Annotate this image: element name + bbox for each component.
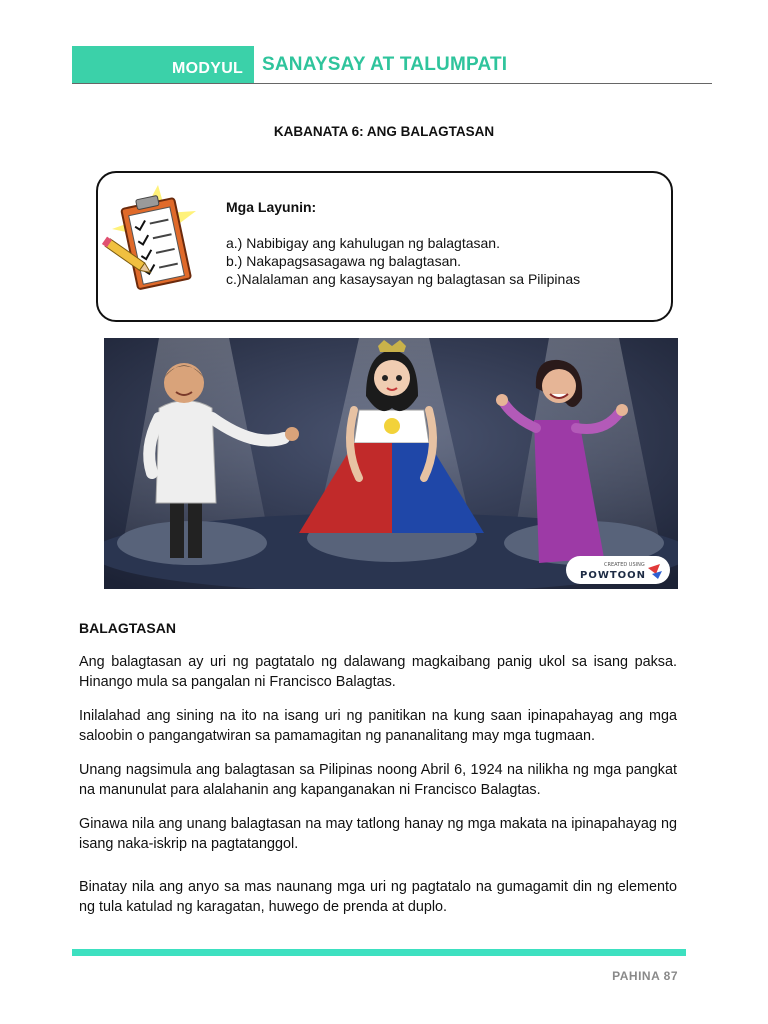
objective-item: b.) Nakapagsasagawa ng balagtasan. [226, 253, 462, 269]
watermark-small: CREATED USING [604, 562, 645, 568]
paragraph: Ginawa nila ang unang balagtasan na may tatlong hanay ng mga makata na ipinapahayag ng isang naka-iskrip na pagtatanggol. [79, 816, 677, 852]
paragraph: Ang balagtasan ay uri ng pagtatalo ng dalawang magkaibang panig ukol sa isang paksa. Hinango mula sa pangalan ni Francisco Balagtas. [79, 654, 677, 690]
clipboard-checklist-icon [100, 183, 200, 301]
objective-item: a.) Nabibigay ang kahulugan ng balagtasan. [226, 235, 500, 251]
objectives-heading: Mga Layunin: [226, 199, 317, 215]
module-title: SANAYSAY AT TALUMPATI [262, 54, 508, 75]
page-number: PAHINA 87 [612, 969, 678, 983]
balagtasan-stage-illustration [104, 338, 678, 589]
paragraph: Binatay nila ang anyo sa mas naunang mga uri ng pagtatalo na gumagamit din ng elemento ng tula katulad ng karagatan, huwego de prenda at duplo. [79, 879, 677, 915]
section-heading: BALAGTASAN [79, 620, 176, 636]
header-divider [72, 83, 712, 84]
watermark-brand: POWTOON [580, 570, 647, 581]
paragraph: Inilalahad ang sining na ito na isang uri ng panitikan na kung saan ipinapahayag ang mga saloobin o pangangatwiran sa pamamagitan ng pananalitang may mga tugmaan. [79, 708, 677, 744]
objective-item: c.)Nalalaman ang kasaysayan ng balagtasan sa Pilipinas [226, 271, 581, 287]
footer-divider [72, 949, 686, 956]
chapter-title: KABANATA 6: ANG BALAGTASAN [273, 124, 495, 139]
paragraph: Unang nagsimula ang balagtasan sa Pilipinas noong Abril 6, 1924 na nilikha ng mga pangkat na manunulat para alalahanin ang kapanganakan ni Francisco Balagtas. [79, 762, 677, 798]
objectives-list [226, 234, 580, 288]
module-label: MODYUL [172, 60, 244, 77]
